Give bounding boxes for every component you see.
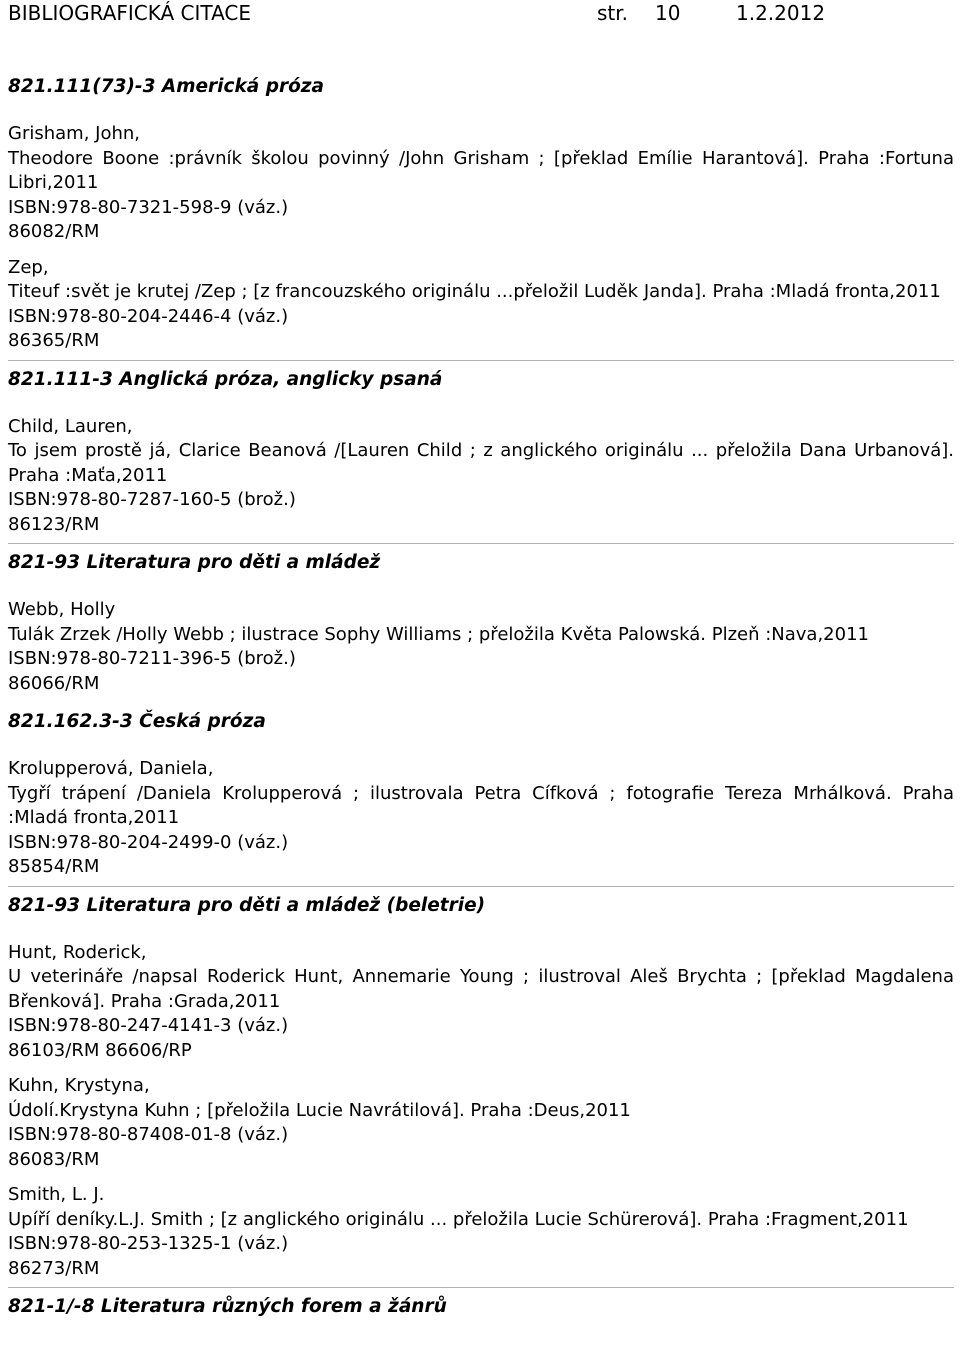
book-entry <box>8 122 954 245</box>
book-entry <box>8 1074 954 1172</box>
entry-isbn: ISBN:978-80-204-2499-0 (váz.) <box>8 831 289 853</box>
entry-signature: 86123/RM <box>8 513 100 535</box>
book-entry <box>8 757 954 880</box>
book-entry <box>8 1183 954 1281</box>
section-heading: 821-93 Literatura pro děti a mládež (beletrie) <box>8 894 486 916</box>
entry-title: Titeuf :svět je krutej /Zep ; [z francouzského originálu ...přeložil Luděk Janda]. Praha :Mladá fronta,2011 <box>8 281 941 302</box>
entry-signature: 86083/RM <box>8 1148 100 1170</box>
entry-signature: 86103/RM 86606/RP <box>8 1039 192 1061</box>
entry-isbn: ISBN:978-80-7321-598-9 (váz.) <box>8 196 289 218</box>
entry-isbn: ISBN:978-80-87408-01-8 (váz.) <box>8 1124 289 1145</box>
entry-author: Child, Lauren, <box>8 415 133 437</box>
header-page-label: str. <box>597 1 629 25</box>
book-entry <box>8 598 954 696</box>
section-divider <box>8 360 954 361</box>
section-heading: 821.111-3 Anglická próza, anglicky psaná <box>8 368 443 390</box>
entry-title: U veterináře /napsal Roderick Hunt, Annemarie Young ; ilustroval Aleš Brychta ; [překlad Magdalena Břenková]. Praha :Grada,2011 <box>8 966 954 1012</box>
entry-author: Krolupperová, Daniela, <box>8 758 214 779</box>
entry-author: Kuhn, Krystyna, <box>8 1075 150 1096</box>
section-entries <box>8 598 954 696</box>
entry-isbn: ISBN:978-80-253-1325-1 (váz.) <box>8 1233 289 1254</box>
entry-author: Zep, <box>8 256 49 278</box>
section-spacer <box>8 696 954 709</box>
section-entries <box>8 757 954 880</box>
header-title: BIBLIOGRAFICKÁ CITACE <box>8 1 252 25</box>
entry-author: Smith, L. J. <box>8 1184 105 1205</box>
section-entries <box>8 941 954 1282</box>
entry-signature: 85854/RM <box>8 856 100 877</box>
section-entries <box>8 415 954 538</box>
section-heading: 821.162.3-3 Česká próza <box>8 711 266 732</box>
book-entry <box>8 941 954 1064</box>
entry-title: Tygří trápení /Daniela Krolupperová ; ilustrovala Petra Cífková ; fotografie Tereza Mrhálková. Praha :Mladá fronta,2011 <box>8 782 954 828</box>
header-date: 1.2.2012 <box>736 1 826 25</box>
entry-title: Údolí.Krystyna Kuhn ; [přeložila Lucie Navrátilová]. Praha :Deus,2011 <box>8 1099 631 1121</box>
section-divider <box>8 886 954 887</box>
book-entry <box>8 256 954 354</box>
section-divider <box>8 1287 954 1288</box>
entry-isbn: ISBN:978-80-247-4141-3 (váz.) <box>8 1015 289 1036</box>
section-heading: 821-93 Literatura pro děti a mládež <box>8 552 381 573</box>
section-divider <box>8 543 954 544</box>
entry-signature: 86273/RM <box>8 1257 100 1279</box>
entry-isbn: ISBN:978-80-7287-160-5 (brož.) <box>8 489 296 510</box>
section-entries <box>8 122 954 354</box>
entry-title: Theodore Boone :právník školou povinný /John Grisham ; [překlad Emílie Harantová]. Praha :Fortuna Libri,2011 <box>8 147 954 193</box>
entry-title: Upíří deníky.L.J. Smith ; [z anglického originálu ... přeložila Lucie Schürerová]. Praha :Fragment,2011 <box>8 1208 909 1230</box>
entry-title: To jsem prostě já, Clarice Beanová /[Lauren Child ; z anglického originálu ... přeložila Dana Urbanová]. Praha :Maťa,2011 <box>8 440 954 486</box>
page-header <box>0 0 960 26</box>
entry-signature: 86066/RM <box>8 672 100 694</box>
catalog-content <box>8 74 954 1320</box>
entry-title: Tulák Zrzek /Holly Webb ; ilustrace Sophy Williams ; přeložila Květa Palowská. Plzeň :Nava,2011 <box>8 623 869 645</box>
entry-author: Webb, Holly <box>8 599 116 620</box>
header-page-number: 10 <box>655 1 681 25</box>
entry-isbn: ISBN:978-80-204-2446-4 (váz.) <box>8 305 289 327</box>
entry-signature: 86082/RM <box>8 221 100 242</box>
book-entry <box>8 415 954 538</box>
entry-isbn: ISBN:978-80-7211-396-5 (brož.) <box>8 648 296 669</box>
section-heading: 821.111(73)-3 Americká próza <box>8 76 325 97</box>
entry-author: Grisham, John, <box>8 123 141 144</box>
entry-author: Hunt, Roderick, <box>8 941 147 963</box>
section-heading: 821-1/-8 Literatura různých forem a žánrů <box>8 1296 447 1317</box>
entry-signature: 86365/RM <box>8 330 100 351</box>
